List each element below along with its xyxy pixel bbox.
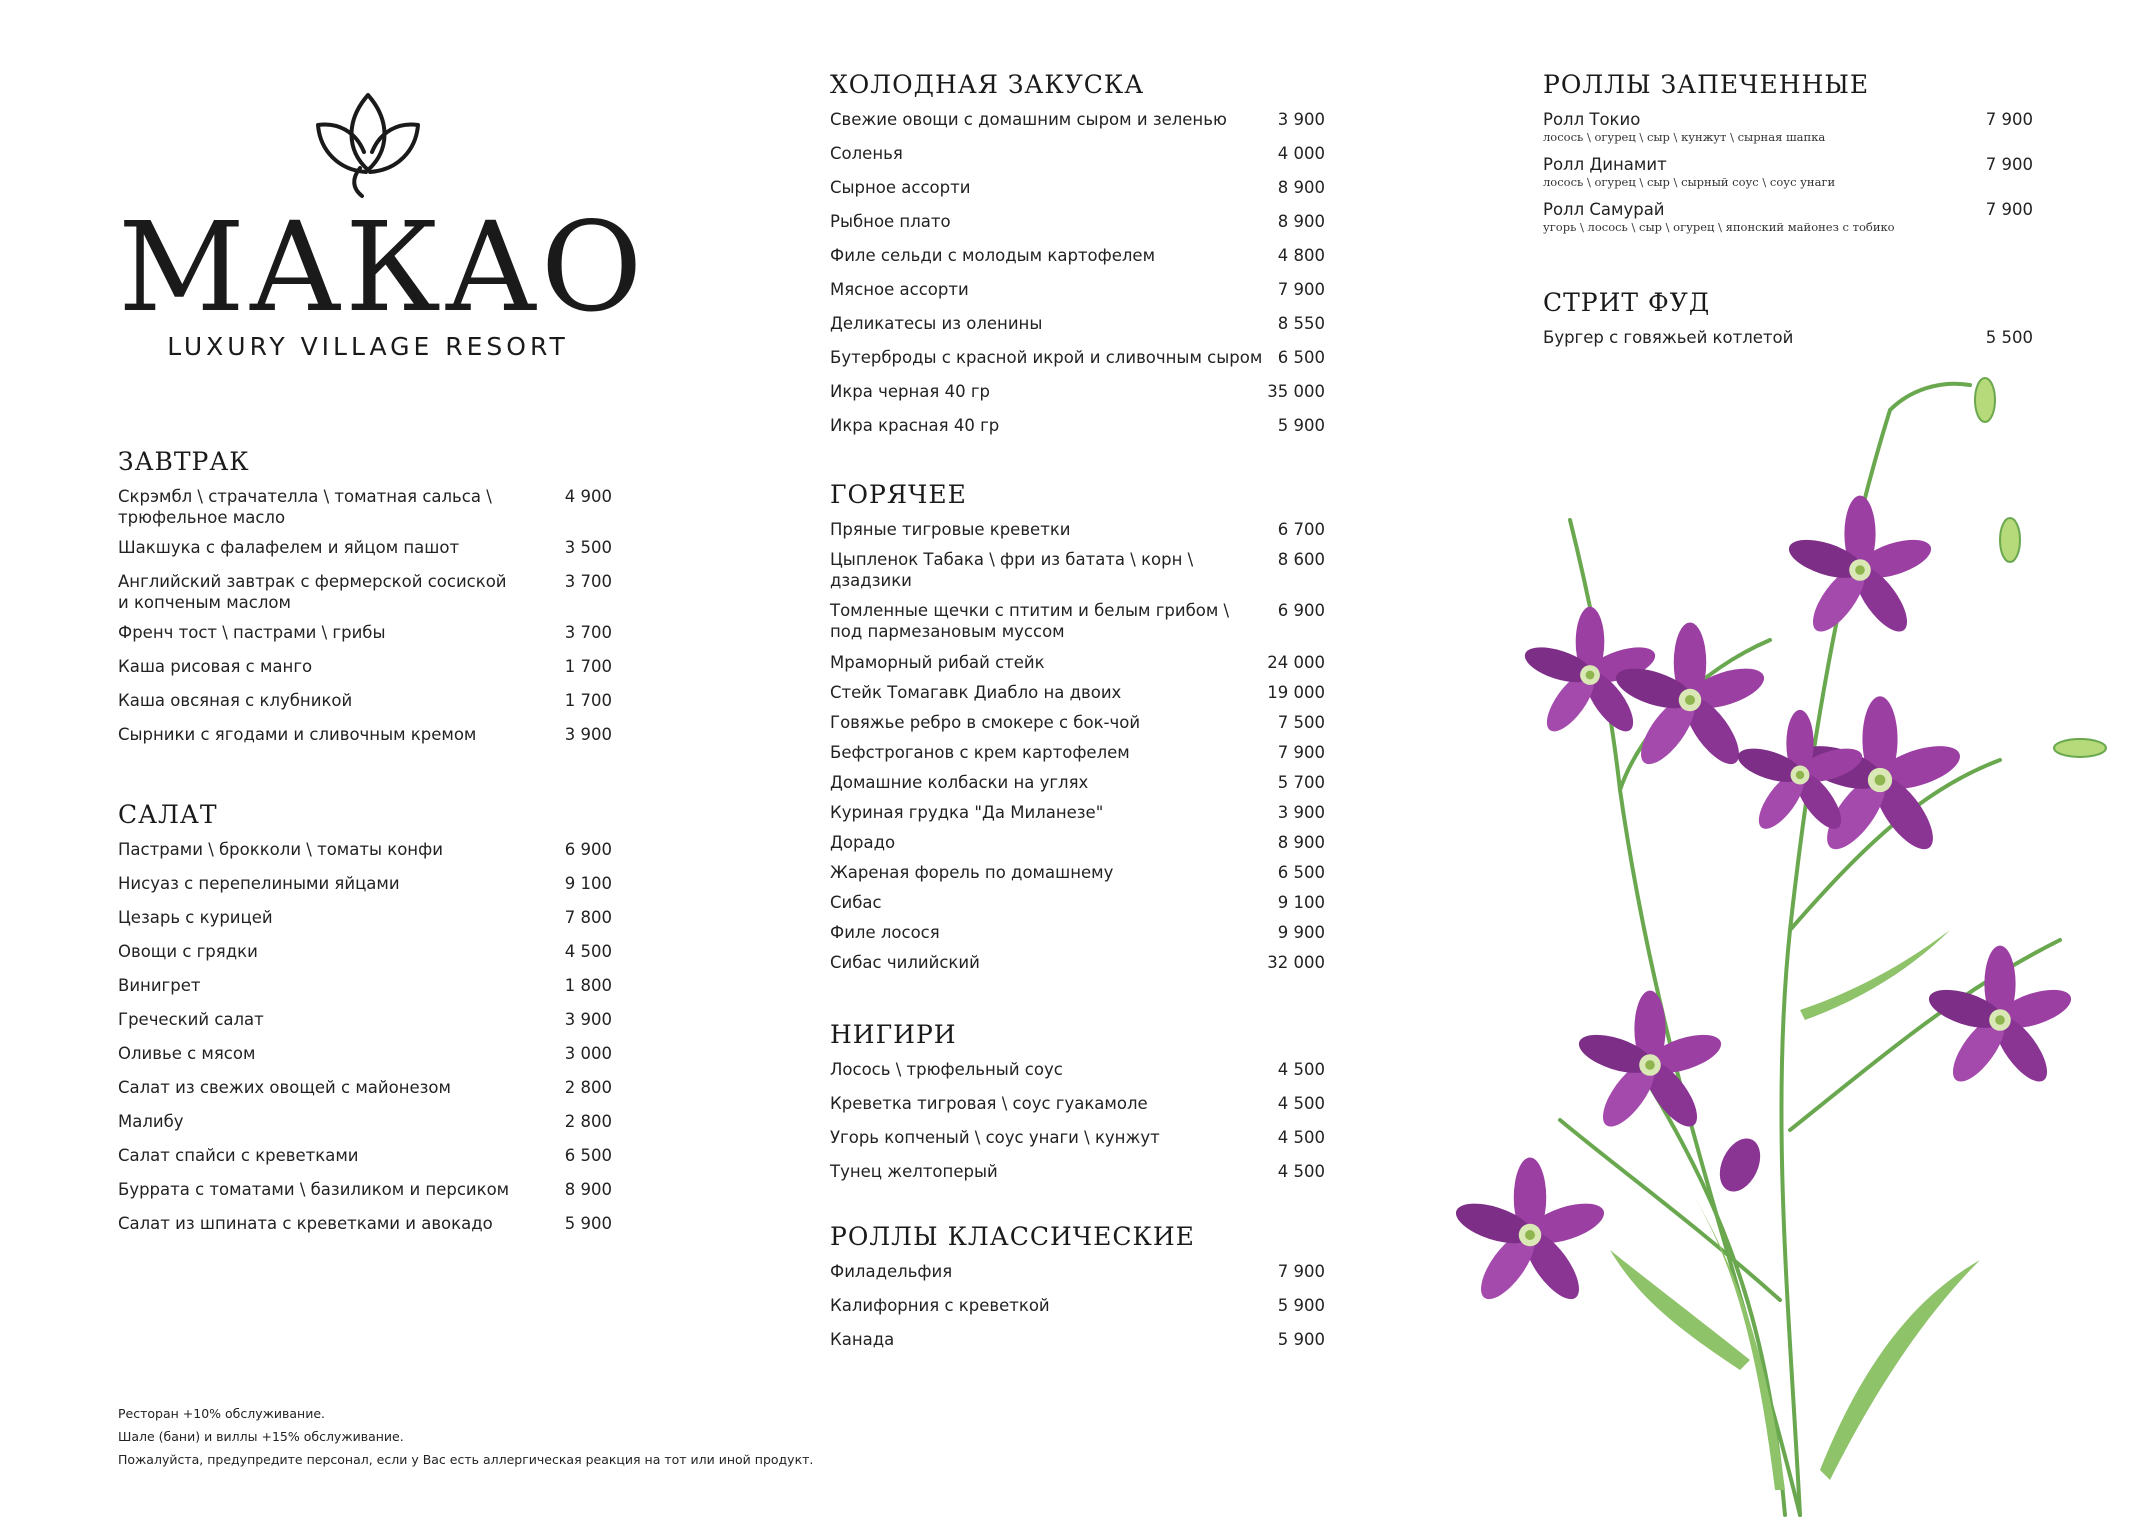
item-price: 7 900 (1985, 200, 2033, 219)
item-name: Жареная форель по домашнему (830, 863, 1114, 882)
lotus-logo-icon (308, 70, 428, 200)
section-salad (118, 800, 612, 1247)
item-name: Греческий салат (118, 1010, 264, 1029)
item-price: 3 900 (1277, 110, 1325, 129)
menu-item (118, 486, 612, 528)
menu-item (830, 1127, 1325, 1148)
menu-item (830, 1093, 1325, 1114)
section-cold-appetizers (830, 70, 1325, 449)
footnote: Шале (бани) и виллы +15% обслуживание. (118, 1429, 404, 1444)
menu-item (830, 143, 1325, 164)
section-hot-dishes (830, 480, 1325, 982)
item-price: 8 900 (1277, 833, 1325, 852)
item-name: Каша рисовая с манго (118, 657, 313, 676)
item-price: 8 900 (564, 1180, 612, 1199)
wildflower-illustration (1440, 370, 2130, 1522)
logo-block (118, 70, 646, 361)
menu-item (118, 941, 612, 962)
section-street-food (1543, 288, 2033, 348)
item-name: Филе лосося (830, 923, 940, 942)
item-price: 3 700 (564, 572, 612, 591)
item-name: Малибу (118, 1112, 184, 1131)
menu-item (830, 549, 1325, 591)
item-price: 4 500 (1277, 1162, 1325, 1181)
menu-item (830, 682, 1325, 703)
item-name: Цыпленок Табака \ фри из батата \ корн \ дзадзики (830, 550, 1194, 590)
item-name: Сырники с ягодами и сливочным кремом (118, 725, 477, 744)
menu-item (830, 1161, 1325, 1182)
menu-item (830, 1059, 1325, 1080)
menu-item (830, 415, 1325, 436)
item-price: 24 000 (1267, 653, 1325, 672)
item-name: Скрэмбл \ страчателла \ томатная сальса \ трюфельное масло (118, 487, 492, 527)
item-price: 6 700 (1277, 520, 1325, 539)
item-price: 8 550 (1277, 314, 1325, 333)
section-baked-rolls (1543, 70, 2033, 244)
item-name: Ролл Самурай (1543, 200, 1665, 219)
footnotes (118, 1402, 813, 1471)
item-name: Дорадо (830, 833, 896, 852)
menu-item (830, 381, 1325, 402)
menu-item (830, 1329, 1325, 1350)
menu-item (830, 519, 1325, 540)
item-name: Пастрами \ брокколи \ томаты конфи (118, 840, 443, 859)
item-name: Винигрет (118, 976, 201, 995)
item-name: Каша овсяная с клубникой (118, 691, 353, 710)
menu-item (118, 1043, 612, 1064)
menu-item (118, 873, 612, 894)
menu-item (830, 245, 1325, 266)
item-price: 6 500 (564, 1146, 612, 1165)
item-name: Бутерброды с красной икрой и сливочным сыром (830, 348, 1263, 367)
item-name-group (1543, 199, 1905, 234)
menu-item (830, 1295, 1325, 1316)
menu-item (1543, 327, 2033, 348)
menu-item (118, 724, 612, 745)
item-name: Овощи с грядки (118, 942, 258, 961)
item-name: Рыбное плато (830, 212, 951, 231)
item-name: Томленные щечки с птитим и белым грибом \ под пармезановым муссом (830, 601, 1230, 641)
section-title: ЗАВТРАК (118, 447, 250, 476)
item-price: 4 800 (1277, 246, 1325, 265)
item-price: 6 900 (1277, 601, 1325, 620)
item-price: 3 000 (564, 1044, 612, 1063)
menu-item (830, 952, 1325, 973)
item-price: 35 000 (1267, 382, 1325, 401)
item-name: Угорь копченый \ соус унаги \ кунжут (830, 1128, 1160, 1147)
item-price: 3 900 (564, 1010, 612, 1029)
item-price: 3 900 (1277, 803, 1325, 822)
item-name: Икра черная 40 гр (830, 382, 990, 401)
item-price: 19 000 (1267, 683, 1325, 702)
item-price: 4 500 (564, 942, 612, 961)
brand-name: МАКАО (118, 196, 646, 340)
menu-item (830, 177, 1325, 198)
section-nigiri (830, 1020, 1325, 1195)
section-title: ХОЛОДНАЯ ЗАКУСКА (830, 70, 1145, 99)
item-price: 9 100 (1277, 893, 1325, 912)
item-name: Говяжье ребро в смокере с бок-чой (830, 713, 1141, 732)
menu-item (830, 862, 1325, 883)
item-name: Икра красная 40 гр (830, 416, 1000, 435)
item-name: Бефстроганов с крем картофелем (830, 743, 1130, 762)
item-price: 7 800 (564, 908, 612, 927)
menu-item (118, 571, 612, 613)
menu-item (118, 1077, 612, 1098)
item-price: 7 900 (1277, 743, 1325, 762)
item-name: Френч тост \ пастрами \ грибы (118, 623, 386, 642)
section-classic-rolls (830, 1222, 1325, 1363)
menu-item (118, 656, 612, 677)
item-name: Салат спайси с креветками (118, 1146, 359, 1165)
item-name: Свежие овощи с домашним сыром и зеленью (830, 110, 1227, 129)
section-title: РОЛЛЫ КЛАССИЧЕСКИЕ (830, 1222, 1195, 1251)
item-name: Цезарь с курицей (118, 908, 273, 927)
item-name: Сибас (830, 893, 882, 912)
menu-item (830, 347, 1325, 368)
item-name: Филе сельди с молодым картофелем (830, 246, 1156, 265)
item-name: Лосось \ трюфельный соус (830, 1060, 1063, 1079)
item-name: Домашние колбаски на углях (830, 773, 1089, 792)
item-price: 32 000 (1267, 953, 1325, 972)
brand-tagline: LUXURY VILLAGE RESORT (167, 332, 569, 361)
menu-item (830, 600, 1325, 642)
menu-item (830, 279, 1325, 300)
menu-item (118, 907, 612, 928)
item-price: 8 900 (1277, 212, 1325, 231)
item-price: 5 500 (1985, 328, 2033, 347)
item-price: 1 700 (564, 657, 612, 676)
item-price: 3 500 (564, 538, 612, 557)
section-title: НИГИРИ (830, 1020, 957, 1049)
menu-item (118, 1111, 612, 1132)
menu-item (118, 622, 612, 643)
item-name: Оливье с мясом (118, 1044, 256, 1063)
item-price: 7 900 (1277, 280, 1325, 299)
footnote: Ресторан +10% обслуживание. (118, 1406, 325, 1421)
menu-item (830, 772, 1325, 793)
item-name: Ролл Токио (1543, 110, 1641, 129)
item-price: 6 500 (1277, 863, 1325, 882)
section-title: РОЛЛЫ ЗАПЕЧЕННЫЕ (1543, 70, 1870, 99)
item-price: 4 500 (1277, 1128, 1325, 1147)
item-name: Салат из шпината с креветками и авокадо (118, 1214, 493, 1233)
menu-item (830, 742, 1325, 763)
item-description: угорь \ лосось \ сыр \ огурец \ японский майонез с тобико (1543, 220, 1895, 234)
item-name: Канада (830, 1330, 895, 1349)
menu-item (118, 1179, 612, 1200)
item-price: 8 600 (1277, 550, 1325, 569)
section-title: ГОРЯЧЕЕ (830, 480, 967, 509)
item-price: 4 500 (1277, 1094, 1325, 1113)
menu-item (830, 109, 1325, 130)
menu-item (118, 975, 612, 996)
item-price: 1 700 (564, 691, 612, 710)
item-price: 5 900 (1277, 1330, 1325, 1349)
item-price: 7 500 (1277, 713, 1325, 732)
menu-item (830, 832, 1325, 853)
item-description: лосось \ огурец \ сыр \ кунжут \ сырная шапка (1543, 130, 1826, 144)
item-price: 3 700 (564, 623, 612, 642)
item-price: 5 900 (1277, 1296, 1325, 1315)
item-name: Сибас чилийский (830, 953, 980, 972)
item-name: Шакшука с фалафелем и яйцом пашот (118, 538, 460, 557)
item-name: Мраморный рибай стейк (830, 653, 1045, 672)
item-price: 4 500 (1277, 1060, 1325, 1079)
section-title: САЛАТ (118, 800, 218, 829)
item-name-group (1543, 154, 1845, 189)
item-price: 3 900 (564, 725, 612, 744)
item-name: Стейк Томагавк Диабло на двоих (830, 683, 1122, 702)
item-name-group (1543, 109, 1835, 144)
item-price: 8 900 (1277, 178, 1325, 197)
item-name: Калифорния с креветкой (830, 1296, 1050, 1315)
item-price: 5 900 (1277, 416, 1325, 435)
item-price: 7 900 (1277, 1262, 1325, 1281)
item-price: 6 900 (564, 840, 612, 859)
item-name: Ролл Динамит (1543, 155, 1667, 174)
menu-item (1543, 109, 2033, 144)
item-price: 4 000 (1277, 144, 1325, 163)
menu-item (830, 922, 1325, 943)
menu-item (118, 1145, 612, 1166)
menu-item (830, 313, 1325, 334)
menu-item (118, 1213, 612, 1234)
item-price: 2 800 (564, 1112, 612, 1131)
item-price: 1 800 (564, 976, 612, 995)
menu-item (830, 1261, 1325, 1282)
footnote: Пожалуйста, предупредите персонал, если у Вас есть аллергическая реакция на тот или иной продукт. (118, 1452, 814, 1467)
menu-item (830, 802, 1325, 823)
item-price: 7 900 (1985, 155, 2033, 174)
item-price: 6 500 (1277, 348, 1325, 367)
item-name: Бургер с говяжьей котлетой (1543, 328, 1794, 347)
item-name: Английский завтрак с фермерской сосиской и копченым маслом (118, 572, 507, 612)
section-breakfast (118, 447, 612, 758)
menu-item (118, 1009, 612, 1030)
item-name: Деликатесы из оленины (830, 314, 1043, 333)
menu-item (1543, 154, 2033, 189)
menu-item (118, 839, 612, 860)
item-name: Мясное ассорти (830, 280, 969, 299)
item-name: Салат из свежих овощей с майонезом (118, 1078, 451, 1097)
item-name: Креветка тигровая \ соус гуакамоле (830, 1094, 1148, 1113)
item-price: 9 100 (564, 874, 612, 893)
section-title: СТРИТ ФУД (1543, 288, 1711, 317)
item-price: 4 900 (564, 487, 612, 506)
item-price: 2 800 (564, 1078, 612, 1097)
menu-item (830, 211, 1325, 232)
item-name: Пряные тигровые креветки (830, 520, 1071, 539)
menu-item (118, 690, 612, 711)
menu-item (830, 892, 1325, 913)
item-price: 7 900 (1985, 110, 2033, 129)
item-description: лосось \ огурец \ сыр \ сырный соус \ соус унаги (1543, 175, 1836, 189)
menu-item (1543, 199, 2033, 234)
menu-item (118, 537, 612, 558)
item-name: Буррата с томатами \ базиликом и персиком (118, 1180, 510, 1199)
menu-item (830, 712, 1325, 733)
item-name: Куриная грудка "Да Миланезе" (830, 803, 1104, 822)
item-price: 9 900 (1277, 923, 1325, 942)
item-name: Тунец желтоперый (830, 1162, 998, 1181)
item-name: Нисуаз с перепелиными яйцами (118, 874, 400, 893)
item-price: 5 700 (1277, 773, 1325, 792)
item-name: Сырное ассорти (830, 178, 971, 197)
item-name: Филадельфия (830, 1262, 953, 1281)
item-price: 5 900 (564, 1214, 612, 1233)
menu-item (830, 652, 1325, 673)
item-name: Соленья (830, 144, 903, 163)
